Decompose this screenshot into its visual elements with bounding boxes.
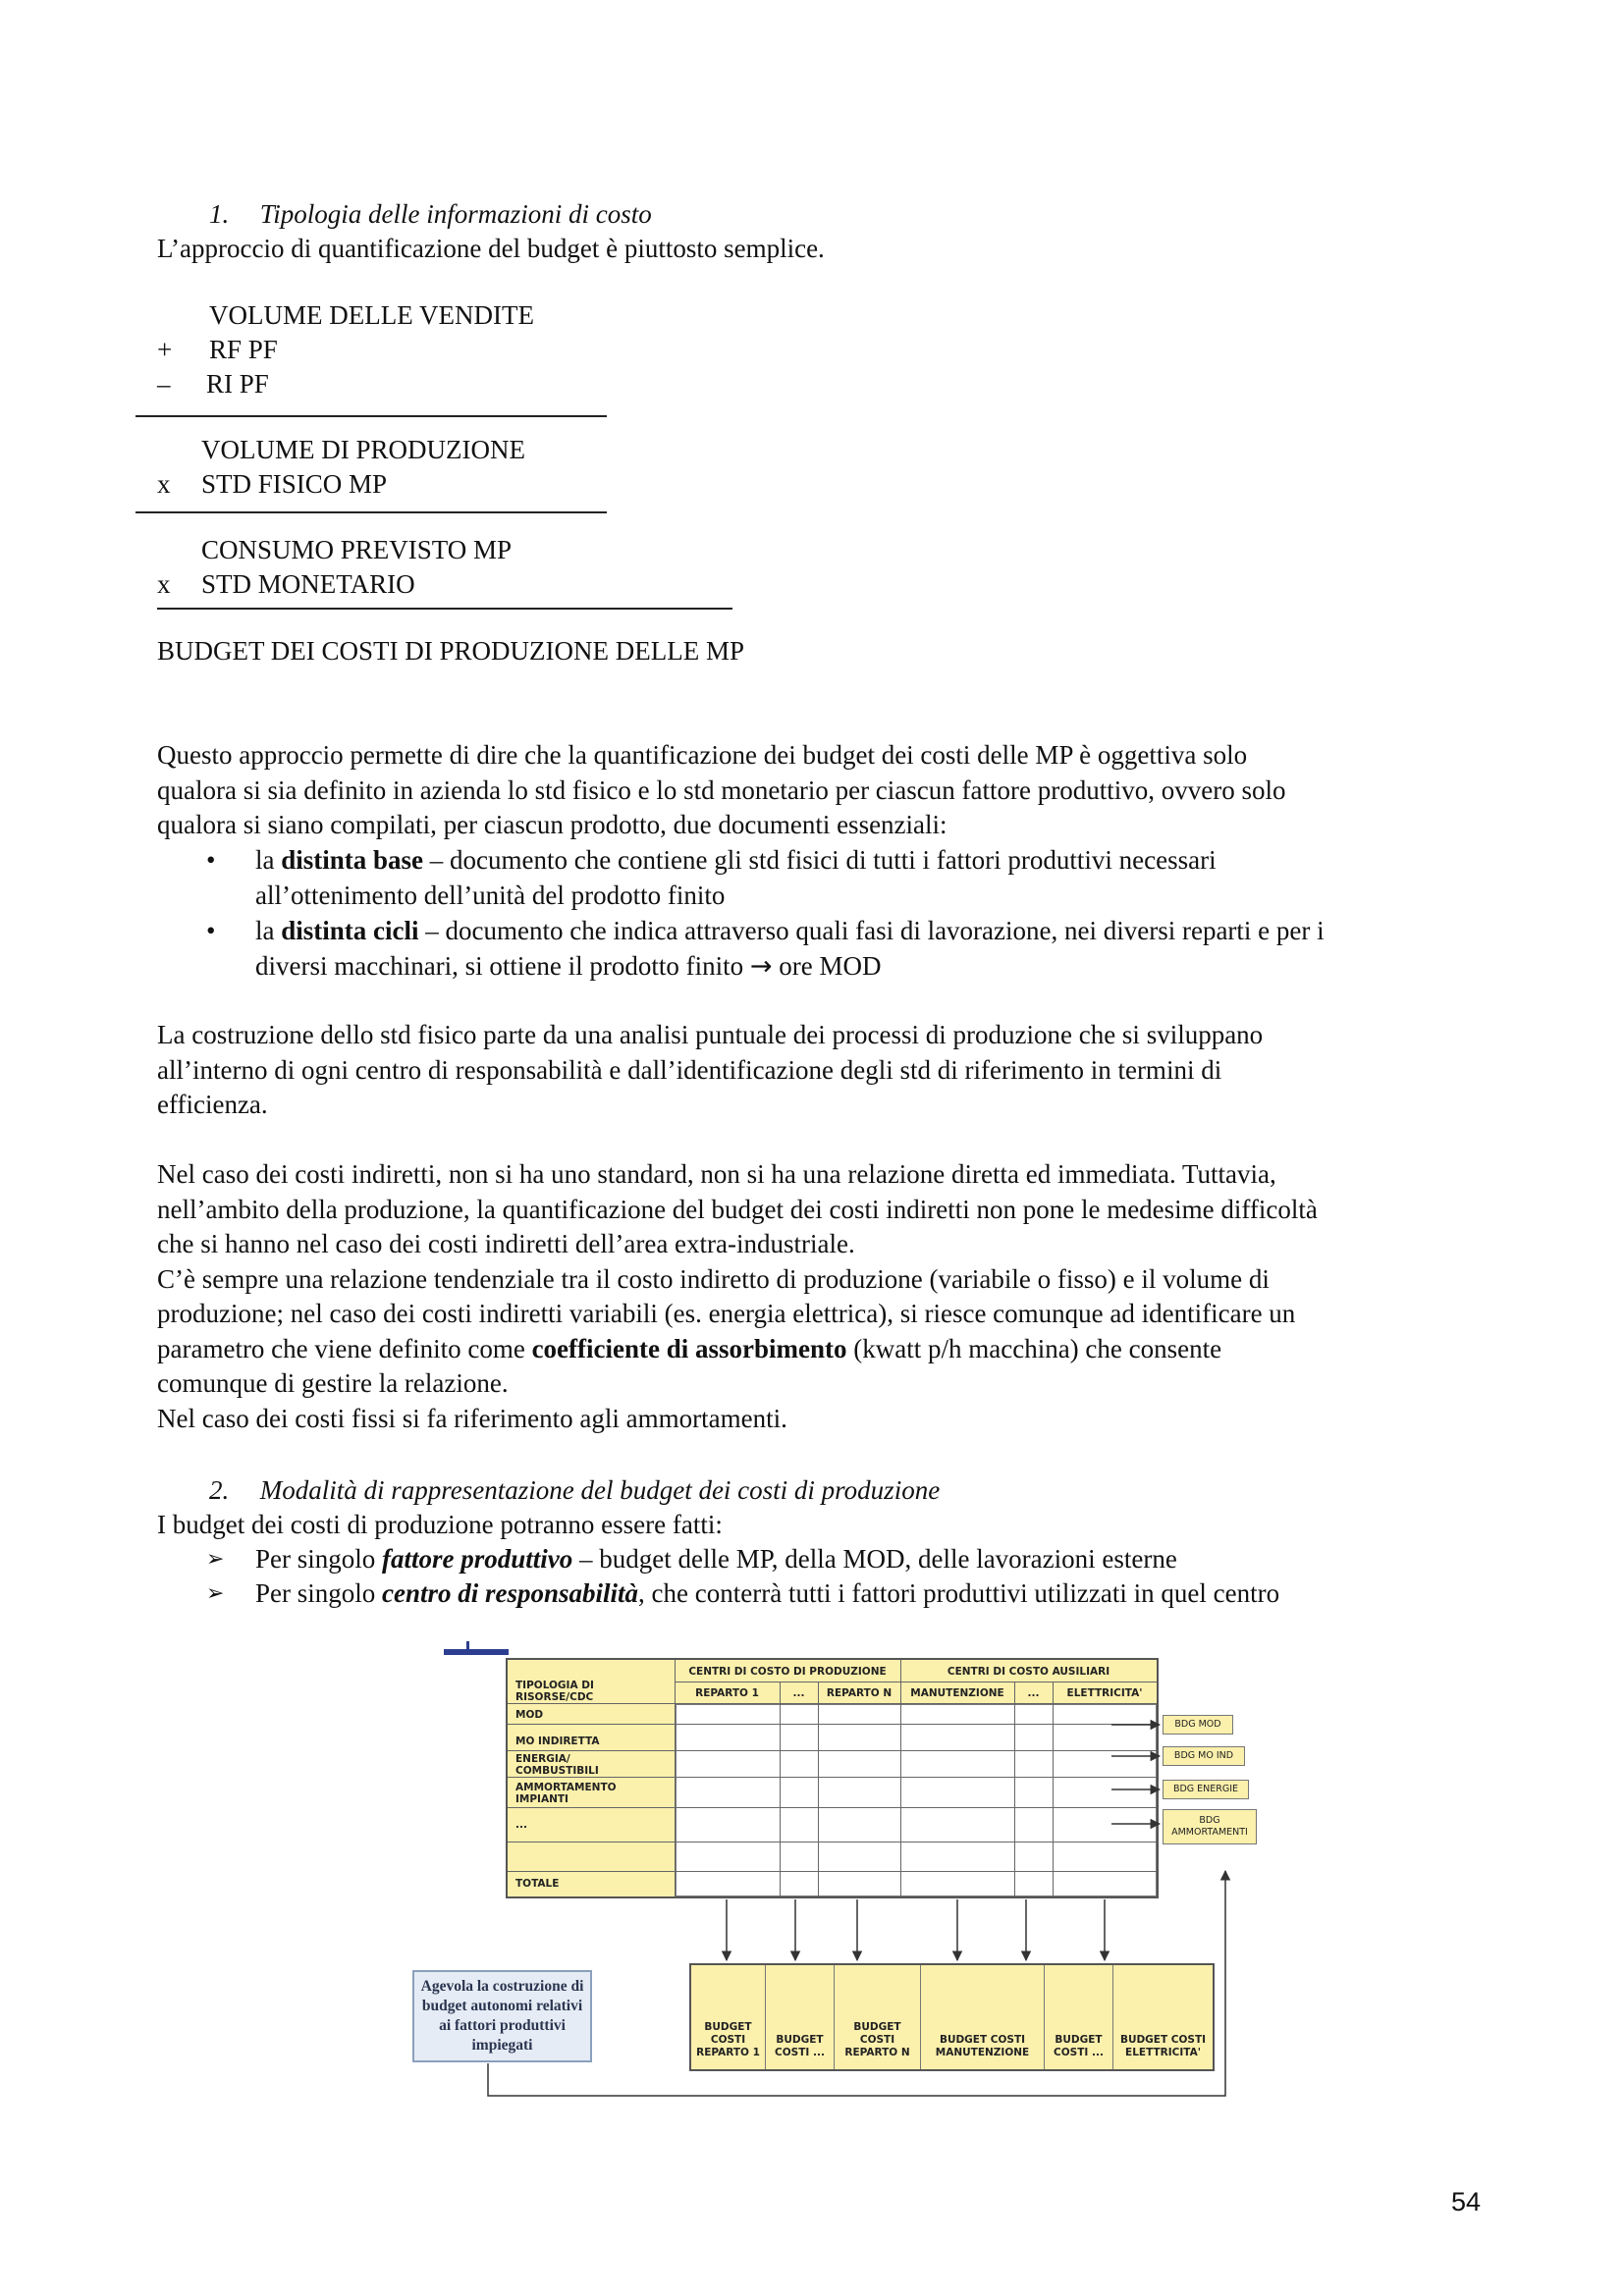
calc-std-monetario: STD MONETARIO [201,569,415,599]
matrix-group-produzione: CENTRI DI COSTO DI PRODUZIONE [688,1666,887,1678]
matrix-row-label: ENERGIA/ COMBUSTIBILI [515,1753,599,1777]
bullet-text-continued: all’ottenimento dell’unità del prodotto finito [255,881,726,910]
bottom-budget-cell: BUDGET COSTI ... [1045,1965,1113,2069]
paragraph-line: Nel caso dei costi indiretti, non si ha uno standard, non si ha una relazione diretta ed immediata. Tuttavia, [157,1159,1276,1189]
calc-op-times-1: x [157,469,171,499]
arrow-bullet-icon: ➢ [206,1547,225,1572]
paragraph-line: Nel caso dei costi fissi si fa riferimento agli ammortamenti. [157,1403,787,1433]
section1-heading-number: 1. [209,199,230,229]
section2-heading-number: 2. [209,1475,230,1505]
matrix-col-header: REPARTO 1 [695,1687,759,1699]
page-number: 54 [1451,2187,1482,2216]
section1-intro: L’approccio di quantificazione del budget è piuttosto semplice. [157,234,825,263]
term-distinta-base: distinta base [281,845,424,875]
calc-std-fisico: STD FISICO MP [201,469,388,499]
arrow-item-text: Per singolo fattore produttivo – budget delle MP, della MOD, delle lavorazioni esterne [255,1544,1177,1574]
section2-heading-text: Modalità di rappresentazione del budget dei costi di produzione [259,1475,941,1505]
right-arrow-icon: → [749,951,773,982]
paragraph-line: Questo approccio permette di dire che la quantificazione dei budget dei costi delle MP è oggettiva solo [157,740,1248,770]
calc-budget-result: BUDGET DEI COSTI DI PRODUZIONE DELLE MP [157,636,744,666]
matrix-col-header: ... [792,1687,805,1699]
term-centro-responsabilita: centro di responsabilità [382,1578,639,1608]
matrix-row-label: MO INDIRETTA [515,1735,600,1747]
bullet-marker: • [206,845,216,875]
calc-ri-pf: RI PF [206,369,269,399]
paragraph-line: comunque di gestire la relazione. [157,1368,509,1398]
bullet-text: la distinta base – documento che contiene gli std fisici di tutti i fattori produttivi necessari [255,845,1217,875]
matrix-col-header: REPARTO N [826,1687,893,1699]
bullet-text: la distinta cicli – documento che indica attraverso quali fasi di lavorazione, nei diversi reparti e per i [255,916,1325,945]
paragraph-line: qualora si siano compilati, per ciascun prodotto, due documenti essenziali: [157,810,947,839]
matrix-row-label: AMMORTAMENTO IMPIANTI [515,1782,617,1805]
matrix-group-ausiliari: CENTRI DI COSTO AUSILIARI [947,1666,1110,1678]
matrix-corner-label: TIPOLOGIA DI RISORSE/CDC [515,1680,594,1703]
arrow-item-text: Per singolo centro di responsabilità, che conterrà tutti i fattori produttivi utilizzati in quel centro [255,1578,1280,1608]
bottom-budget-cell: BUDGET COSTI REPARTO 1 [691,1965,766,2069]
calc-op-times-2: x [157,569,171,599]
bullet-marker: • [206,916,216,945]
calc-consumo-previsto: CONSUMO PREVISTO MP [201,535,513,564]
matrix-row-label: TOTALE [515,1878,560,1890]
bottom-budget-cell: BUDGET COSTI REPARTO N [835,1965,921,2069]
term-distinta-cicli: distinta cicli [281,916,419,945]
bottom-budget-cell: BUDGET COSTI MANUTENZIONE [921,1965,1045,2069]
section2-intro: I budget dei costi di produzione potranno essere fatti: [157,1510,723,1539]
matrix-col-header: MANUTENZIONE [910,1687,1004,1699]
paragraph-line: efficienza. [157,1090,268,1119]
calc-volume-vendite: VOLUME DELLE VENDITE [209,300,534,330]
calc-op-plus: + [157,335,173,364]
paragraph-line: C’è sempre una relazione tendenziale tra il costo indiretto di produzione (variabile o fisso) e il volume di [157,1263,1270,1294]
matrix-row-label: ... [515,1819,527,1831]
term-fattore-produttivo: fattore produttivo [382,1544,573,1574]
matrix-row-label: MOD [515,1709,544,1721]
paragraph-line: La costruzione dello std fisico parte da una analisi puntuale dei processi di produzione che si sviluppano [157,1020,1264,1049]
paragraph-line: all’interno di ogni centro di responsabilità e dall’identificazione degli std di riferimento in termini di [157,1054,1222,1085]
matrix-col-header: ELETTRICITA' [1066,1687,1143,1699]
note-box-agevola: Agevola la costruzione di budget autonomi relativi ai fattori produttivi impiegati [412,1970,592,2062]
calc-op-minus: – [157,369,171,399]
arrow-bullet-icon: ➢ [206,1581,225,1606]
paragraph-line: nell’ambito della produzione, la quantificazione del budget dei costi indiretti non pone le medesime difficoltà [157,1194,1318,1224]
calc-volume-produzione: VOLUME DI PRODUZIONE [201,435,525,464]
paragraph-line: parametro che viene definito come coefficiente di assorbimento (kwatt p/h macchina) che consente [157,1333,1222,1363]
bullet-text-continued: diversi macchinari, si ottiene il prodotto finito → ore MOD [255,951,882,982]
calc-rf-pf: RF PF [209,335,278,364]
side-box-bdg-ammortamenti: BDG AMMORTAMENTI [1163,1809,1257,1844]
side-box-bdg-mo-ind: BDG MO IND [1163,1746,1245,1766]
matrix-col-header: ... [1027,1687,1040,1699]
paragraph-line: produzione; nel caso dei costi indiretti variabili (es. energia elettrica), si riesce comunque ad identificare un [157,1299,1296,1328]
term-coefficiente: coefficiente di assorbimento [531,1333,847,1363]
paragraph-line: qualora si sia definito in azienda lo std fisico e lo std monetario per ciascun fattore produttivo, ovvero solo [157,774,1286,805]
side-box-bdg-energie: BDG ENERGIE [1163,1780,1249,1799]
side-box-bdg-mod: BDG MOD [1163,1715,1233,1735]
bottom-budget-cell: BUDGET COSTI ELETTRICITA' [1119,2034,1207,2058]
bottom-budget-cell: BUDGET COSTI ... [766,1965,835,2069]
paragraph-line: che si hanno nel caso dei costi indiretti dell’area extra-industriale. [157,1229,855,1258]
section1-heading-text: Tipologia delle informazioni di costo [259,199,652,229]
